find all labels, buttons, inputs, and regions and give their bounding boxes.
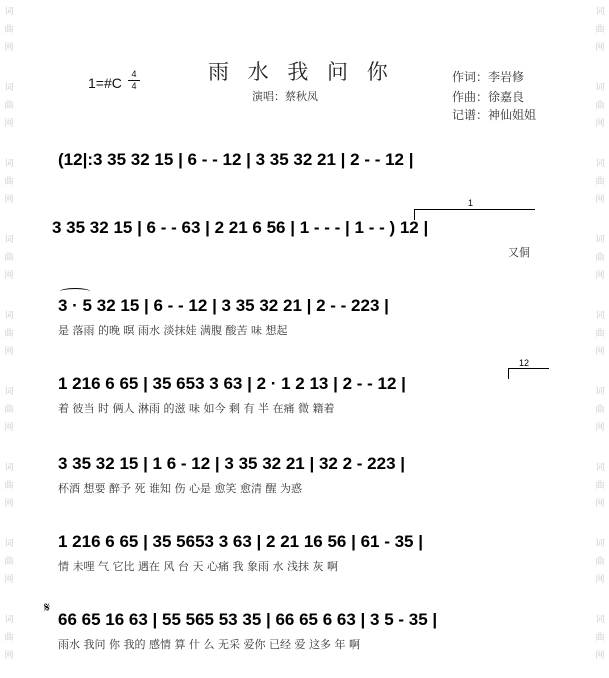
watermark-char: 曲 <box>595 25 605 35</box>
watermark-char: 网 <box>4 423 14 433</box>
watermark-char: 词 <box>4 387 14 397</box>
lyrics-line-3: 是 落雨 的晚 暝 雨水 淡抹娃 满腹 酸苦 味 想起 <box>58 324 288 337</box>
notes-line-2: 3 35 32 15 | 6 - - 63 | 2 21 6 56 | 1 - - - | 1 - - ) 12 | <box>52 218 429 237</box>
composer-credit: 作曲：徐嘉良 <box>452 90 525 104</box>
watermark-char: 网 <box>4 347 14 357</box>
watermark-char: 网 <box>595 499 605 509</box>
lyrics-line-6: 情 未哩 气 它比 遇在 风 台 天 心痛 我 象雨 水 浅抹 灰 啊 <box>58 560 338 573</box>
meter-bottom: 4 <box>131 81 137 91</box>
watermark-char: 词 <box>595 387 605 397</box>
watermark-char: 网 <box>595 423 605 433</box>
volta-bracket-1 <box>414 209 535 220</box>
watermark-char: 词 <box>4 539 14 549</box>
watermark-char: 曲 <box>4 633 14 643</box>
watermark-char: 曲 <box>4 253 14 263</box>
watermark-char: 曲 <box>595 253 605 263</box>
watermark-char: 词 <box>595 539 605 549</box>
watermark-char: 词 <box>4 235 14 245</box>
song-title: 雨 水 我 问 你 <box>208 60 394 84</box>
watermark-char: 词 <box>4 311 14 321</box>
watermark-char: 网 <box>595 271 605 281</box>
watermark-char: 曲 <box>595 101 605 111</box>
watermark-char: 网 <box>595 195 605 205</box>
watermark-char: 词 <box>595 463 605 473</box>
watermark-char: 网 <box>595 347 605 357</box>
watermark-char: 词 <box>4 615 14 625</box>
watermark-char: 曲 <box>4 405 14 415</box>
key-signature: 1=#C <box>88 75 122 91</box>
watermark-char: 曲 <box>4 329 14 339</box>
watermark-char: 曲 <box>595 633 605 643</box>
notes-line-4: 1 216 6 65 | 35 653 3 63 | 2 · 1 2 13 | 2 - - 12 | <box>58 374 406 393</box>
lyrics-line-7: 雨水 我问 你 我的 感情 算 什 么 无采 爱你 已经 爱 这多 年 啊 <box>58 638 360 651</box>
notes-line-1: (12|:3 35 32 15 | 6 - - 12 | 3 35 32 21 | 2 - - 12 | <box>58 150 414 169</box>
watermark-char: 网 <box>595 119 605 129</box>
watermark-char: 网 <box>595 651 605 661</box>
volta-bracket-2 <box>508 368 549 379</box>
watermark-char: 词 <box>4 463 14 473</box>
notes-line-7: 66 65 16 63 | 55 565 53 35 | 66 65 6 63 | 3 5 - 35 | <box>58 610 438 629</box>
watermark-char: 曲 <box>4 177 14 187</box>
watermark-char: 曲 <box>4 101 14 111</box>
watermark-char: 曲 <box>595 177 605 187</box>
watermark-char: 词 <box>595 159 605 169</box>
watermark-char: 曲 <box>4 557 14 567</box>
watermark-char: 词 <box>595 83 605 93</box>
lyrics-line-2: 又侗 <box>508 246 530 259</box>
notes-line-3: 3 · 5 32 15 | 6 - - 12 | 3 35 32 21 | 2 - - 223 | <box>58 296 389 315</box>
watermark-char: 词 <box>4 83 14 93</box>
lyrics-line-4: 着 彼当 时 俩人 淋雨 的滋 味 如今 剩 有 半 在痛 微 籍着 <box>58 402 335 415</box>
watermark-char: 曲 <box>4 481 14 491</box>
watermark-char: 词 <box>595 311 605 321</box>
notes-line-5: 3 35 32 15 | 1 6 - 12 | 3 35 32 21 | 32 2 - 223 | <box>58 454 405 473</box>
watermark-char: 网 <box>595 43 605 53</box>
volta-label-1: 1 <box>468 198 474 208</box>
watermark-char: 词 <box>4 7 14 17</box>
watermark-char: 曲 <box>4 25 14 35</box>
watermark-char: 网 <box>4 271 14 281</box>
meter-top: 4 <box>131 69 137 79</box>
watermark-char: 网 <box>4 43 14 53</box>
watermark-char: 网 <box>4 575 14 585</box>
watermark-char: 网 <box>4 195 14 205</box>
watermark-char: 曲 <box>595 481 605 491</box>
watermark-char: 词 <box>595 615 605 625</box>
watermark-char: 网 <box>4 119 14 129</box>
watermark-char: 曲 <box>595 329 605 339</box>
singer-credit: 演唱：蔡秋凤 <box>252 90 318 103</box>
transcriber-credit: 记谱：神仙姐姐 <box>452 108 537 122</box>
slur <box>60 288 90 295</box>
watermark-char: 词 <box>595 235 605 245</box>
lyrics-line-5: 杯酒 想要 醉予 死 谁知 伤 心是 愈笑 愈清 醒 为惑 <box>58 482 302 495</box>
watermark-char: 曲 <box>595 405 605 415</box>
lyricist-credit: 作词：李岩修 <box>452 70 525 84</box>
watermark-char: 曲 <box>595 557 605 567</box>
watermark-char: 词 <box>595 7 605 17</box>
watermark-char: 网 <box>4 499 14 509</box>
watermark-char: 网 <box>4 651 14 661</box>
watermark-char: 网 <box>595 575 605 585</box>
watermark-char: 词 <box>4 159 14 169</box>
segno-icon: 𝄋 <box>44 600 51 616</box>
notes-line-6: 1 216 6 65 | 35 5653 3 63 | 2 21 16 56 | 61 - 35 | <box>58 532 423 551</box>
volta-label-2: 12 <box>519 358 530 368</box>
